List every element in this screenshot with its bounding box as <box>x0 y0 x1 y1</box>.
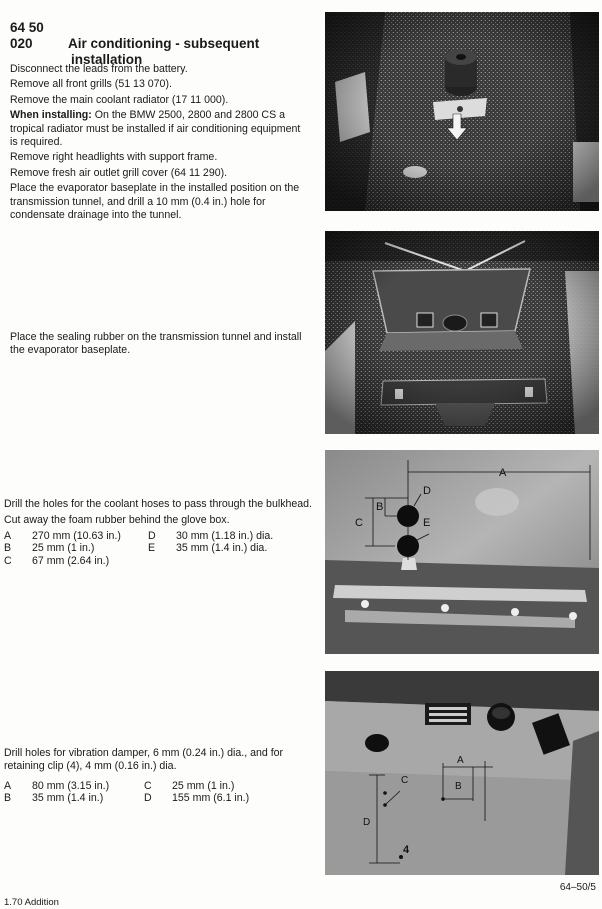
photo3-label-a: A <box>499 467 507 479</box>
photo3-label-b: B <box>376 501 384 513</box>
dim-value: 67 mm (2.64 in.) <box>32 555 110 567</box>
step-text: Disconnect the leads from the battery. <box>10 63 188 75</box>
step-text: Remove fresh air outlet grill cover (64 11 290). <box>10 166 228 179</box>
page-number: 64–50/5 <box>559 882 596 893</box>
dim-key: A <box>4 779 12 792</box>
table-row <box>4 530 273 543</box>
section-code: 64 50 020 <box>10 20 44 51</box>
dim-key: C <box>4 555 12 567</box>
dim-key <box>148 555 176 568</box>
table-row <box>4 780 249 793</box>
dim-value: 270 mm (10.63 in.) <box>32 529 121 542</box>
dim-value: 30 mm (1.18 in.) dia. <box>176 529 274 542</box>
dim-value: 35 mm (1.4 in.) <box>32 792 104 805</box>
table-row <box>4 555 273 568</box>
dimension-table-4 <box>4 780 249 805</box>
photo3-label-d: D <box>423 485 431 497</box>
section-heading <box>10 20 310 68</box>
step-text: Remove the main coolant radiator (17 11 000). <box>10 93 229 106</box>
dimension-table-3 <box>4 530 273 568</box>
dim-value: 25 mm (1 in.) <box>172 779 235 792</box>
step-text: Remove all front grills (51 13 070). <box>10 78 172 91</box>
dim-key: B <box>4 792 12 805</box>
footer-note: 1.70 Addition <box>4 897 59 908</box>
installing-label: When installing: <box>10 109 92 122</box>
photo4-label-b: B <box>455 781 462 792</box>
photo4-label-d: D <box>363 817 371 828</box>
photo3-label-c: C <box>355 517 363 529</box>
photo-bulkhead-holes <box>325 450 599 654</box>
dim-key: C <box>144 779 152 792</box>
photo4-label-a: A <box>457 755 464 766</box>
dim-key: D <box>148 529 156 542</box>
photo-tunnel-carpet <box>325 12 599 211</box>
instructions-block-4 <box>4 747 314 805</box>
instructions-block-3 <box>4 498 314 568</box>
photo3-label-e: E <box>423 517 431 529</box>
photo-evaporator-baseplate <box>325 231 599 434</box>
step-text: Drill holes for vibration damper, 6 mm (0.24 in.) dia., and for retaining clip (4), 4 mm (0.16 in.) dia. <box>4 747 284 773</box>
dim-key: E <box>148 542 156 555</box>
table-row <box>4 792 249 805</box>
step-text: Remove right headlights with support frame. <box>10 151 218 164</box>
dim-key: D <box>144 792 152 805</box>
dim-value: 80 mm (3.15 in.) <box>32 779 110 792</box>
step-text: Cut away the foam rubber behind the glove box. <box>4 514 230 527</box>
instructions-block-2 <box>10 331 310 360</box>
step-text: Place the sealing rubber on the transmission tunnel and install the evaporator baseplate. <box>10 331 302 357</box>
instructions-block-1 <box>10 63 310 224</box>
section-title-line2: installation <box>71 52 143 67</box>
installing-text: On the BMW 2500, 2800 and 2800 CS a tropical radiator must be installed if air conditioning equipment is required. <box>10 109 301 149</box>
step-text: Place the evaporator baseplate in the installed position on the transmission tunnel, and drill a 10 mm (0.4 in.) hole for condensate drainage into the tunnel. <box>10 182 300 222</box>
photo4-label-c: C <box>401 775 409 786</box>
dim-value: 155 mm (6.1 in.) <box>172 792 250 805</box>
section-title-line1: Air conditioning - subsequent <box>68 36 260 51</box>
installing-note <box>10 109 310 149</box>
table-row <box>4 542 273 555</box>
dim-value <box>176 555 273 568</box>
photo4-label-4: 4 <box>403 844 410 856</box>
step-text: Drill the holes for the coolant hoses to pass through the bulkhead. <box>4 498 312 510</box>
dim-value: 35 mm (1.4 in.) dia. <box>176 542 268 555</box>
dim-value: 25 mm (1 in.) <box>32 542 95 555</box>
dim-key: A <box>4 529 12 542</box>
photo-firewall-drill-points <box>325 671 599 875</box>
dim-key: B <box>4 542 12 555</box>
